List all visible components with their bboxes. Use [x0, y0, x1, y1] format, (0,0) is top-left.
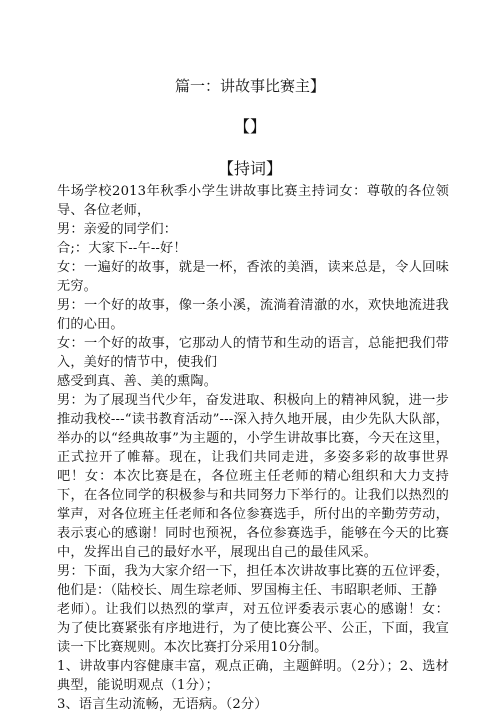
paragraph: 男：一个好的故事，像一条小溪，流淌着清澈的水，欢快地流进我们的心田。 [57, 298, 449, 332]
paragraph: 男：亲爱的同学们： [57, 222, 178, 237]
bracket-line: 【】 [233, 117, 266, 136]
paragraph: 老师）。让我们以热烈的掌声，对五位评委表示衷心的感谢！女：为了使比赛紧张有序地进行，为了使比赛公平、公正，下面，我宣读一下比赛规则。本次比赛打分采用10分制。 [57, 602, 449, 655]
paragraph: 1、讲故事内容健康丰富，观点正确，主题鲜明。（2分）；2、选材典型，能说明观点（1分）； [57, 659, 449, 693]
document-subheading: 【持词】 [217, 159, 282, 178]
paragraph: 女：一遍好的故事，就是一杯，香浓的美酒，读来总是，令人回味无穷。 [57, 260, 449, 294]
document-body [57, 182, 449, 714]
document-heading: 篇一：讲故事比赛主】 [174, 77, 325, 95]
paragraph: 合;：大家下--午--好！ [57, 241, 187, 256]
paragraph: 牛场学校2013年秋季小学生讲故事比赛主持词女：尊敬的各位领导、各位老师， [57, 184, 449, 218]
paragraph: 女：一个好的故事，它那动人的情节和生动的语言，总能把我们带入，美好的情节中，使我们 [57, 336, 449, 370]
paragraph: 感受到真、善、美的熏陶。 [57, 374, 218, 389]
paragraph: 3、语言生动流畅，无语病。（2分） [57, 697, 268, 712]
paragraph: 男：下面，我为大家介绍一下，担任本次讲故事比赛的五位评委，他们是：（陆校长、周生琮老师、罗国梅主任、韦昭职老师、王静 [57, 564, 449, 598]
paragraph: 男：为了展现当代少年，奋发进取、积极向上的精神风貌，进一步推动我校---“读书教育活动”---深入持久地开展，由少先队大队部，举办的以“经典故事”为主题的，小学生讲故事比赛，今天在这里，正式拉开了帷幕。现在，让我们共同走进，多姿多彩的故事世界吧！女：本次比赛是在，各位班主任老师的精心组织和大力支持下，在各位同学的积极参与和共同努力下举行的。让我们以热烈的掌声，对各位班主任老师和各位参赛选手，所付出的辛勤劳劳动，表示衷心的感谢！同时也预祝，各位参赛选手，能够在今天的比赛中，发挥出自己的最好水平，展现出自己的最佳风采。 [57, 393, 449, 560]
